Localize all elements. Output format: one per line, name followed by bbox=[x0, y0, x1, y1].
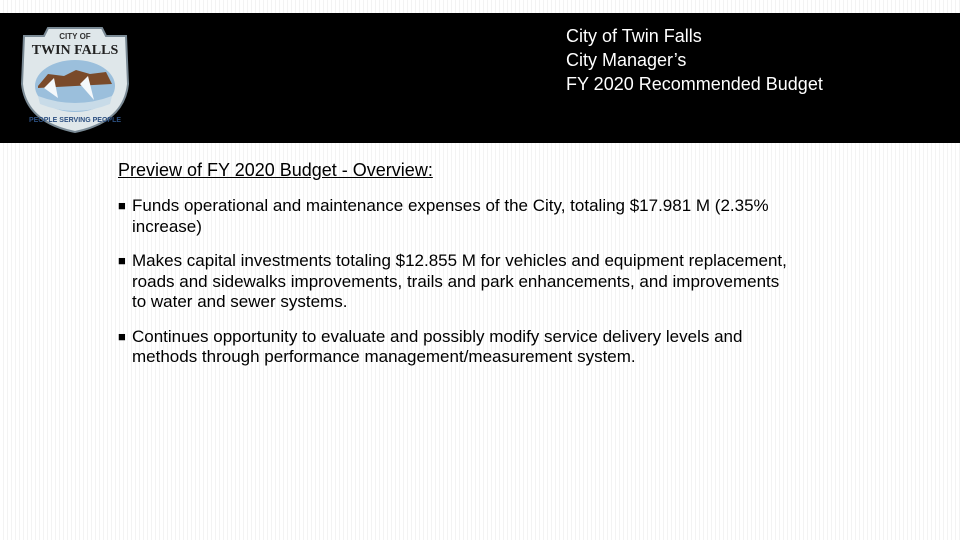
title-line: City of Twin Falls bbox=[566, 26, 702, 46]
section-heading: Preview of FY 2020 Budget - Overview: bbox=[118, 160, 433, 180]
presentation-title bbox=[566, 24, 823, 96]
svg-text:CITY OF: CITY OF bbox=[59, 32, 91, 41]
bullet-text: Funds operational and maintenance expenses of the City, totaling $17.981 M (2.35% increase) bbox=[132, 196, 769, 236]
bullet-list bbox=[118, 196, 798, 382]
bullet-text: Continues opportunity to evaluate and possibly modify service delivery levels and methods through performance management/measurement system. bbox=[132, 326, 743, 366]
bullet-item bbox=[118, 327, 798, 368]
title-line: City Manager’s bbox=[566, 50, 687, 70]
svg-text:TWIN FALLS: TWIN FALLS bbox=[31, 43, 119, 58]
bullet-text: Makes capital investments totaling $12.855 M for vehicles and equipment replacement, roads and sidewalks improvements, trails and park enhancements, and improvements to water and sewer systems. bbox=[132, 251, 787, 311]
bullet-item bbox=[118, 196, 798, 237]
bullet-item bbox=[118, 251, 798, 313]
square-bullet-icon: ■ bbox=[118, 328, 126, 344]
title-line: FY 2020 Recommended Budget bbox=[566, 74, 823, 94]
svg-text:PEOPLE SERVING PEOPLE: PEOPLE SERVING PEOPLE bbox=[28, 117, 122, 124]
square-bullet-icon: ■ bbox=[118, 198, 126, 213]
square-bullet-icon: ■ bbox=[118, 253, 126, 268]
twin-falls-logo bbox=[14, 14, 136, 136]
